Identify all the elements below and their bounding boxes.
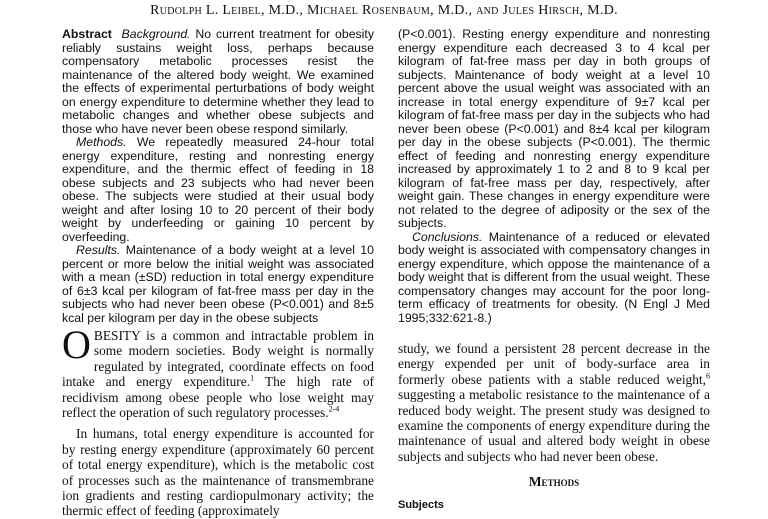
results-continued: (P<0.001). Resting energy expenditure and nonresting energy expenditure each decreased 3 to 4 kcal per kilogram of fat-free mass per day in both groups of subjects. Maintenance of body weight at a level 10 percent above the usual weight was associated with an increase in total energy expenditure of 9±7 kcal per kilogram of fat-free mass per day in the subjects who had never been obese (P<0.001) and 8±4 kcal per kilogram per day in the obese subjects (P<0.001). The thermic effect of feeding and nonresting energy expenditure increased by approximately 1 to 2 and 8 to 9 kcal per kilogram of fat-free mass per day, respectively, after weight gain. These changes in energy expenditure were not related to the degree of adiposity or the sex of the subjects. (398, 27, 710, 230)
second-paragraph: In humans, total energy expenditure is accounted for by resting energy expenditure (approximately 60 percent of total energy expenditure), which is the metabolic cost of processes such as the maintenance of transmembrane ion gradients and resting cardiopulmonary activity; the thermic effect of feeding (approximately (62, 426, 374, 519)
methods-section-heading: Methods (528, 474, 580, 490)
ref-6: 6 (706, 371, 710, 381)
abstract-background (62, 28, 374, 136)
methods-text: We repeatedly measured 24-hour total energy expenditure, resting and nonresting energy expenditure, and the thermic effect of feeding in 18 obese subjects and 23 subjects who had never been obese. The subjects were studied at their usual body weight and after losing 10 to 20 percent of their body weight by underfeeding or gaining 10 percent by overfeeding. (62, 135, 375, 244)
background-text: No current treatment for obesity reliably sustains weight loss, perhaps because compensatory metabolic processes resist the maintenance of the altered body weight. We examined the effects of experimental perturbations of body weight on energy expenditure to determine whether they lead to metabolic changes and whether obese subjects and those who have never been obese respond similarly. (62, 27, 374, 136)
drop-cap: O (62, 322, 91, 367)
abstract-right (398, 28, 710, 325)
right-text-b: suggesting a metabolic resistance to the maintenance of a reduced body weight. The present study was designed to examine the components of energy expenditure during the maintenance of usual and altered body weight in obese subjects and subjects who had never been obese. (398, 387, 710, 464)
intro-text: is a common and intractable problem in some modern societies. Body weight is normally regulated by integrated, coordinate effects on food intake and energy expenditure. (62, 328, 374, 390)
left-column (62, 28, 374, 519)
background-label: Background. (121, 27, 191, 41)
ref-1: 1 (250, 373, 255, 383)
right-text-a: study, we found a persistent 28 percent decrease in the energy expended per unit of body-surface area in formerly obese patients with a stable reduced weight, (398, 341, 710, 387)
conclusions-text: Maintenance of a reduced or elevated body weight is associated with compensatory changes in energy expenditure, which oppose the maintenance of a body weight that is different from the usual weight. These compensatory changes may account for the poor long-term efficacy of treatments for obesity. (N Engl J Med 1995;332:621-8.) (398, 229, 710, 325)
abstract-heading: Abstract (62, 27, 112, 41)
methods-label: Methods. (76, 135, 127, 149)
abstract-results (62, 243, 374, 325)
results-text-part1: Maintenance of a body weight at a level 10 percent or more below the initial weight was associated with a mean (±SD) reduction in total energy expenditure of 6±3 kcal per kilogram of fat-free mass per day in the subjects who had never been obese (P<0.001) and 8±5 kcal per kilogram per day in the obese subjects (62, 243, 374, 325)
ref-2-4: 2-4 (328, 404, 340, 414)
intro-text-2: The high rate of recidivism among obese people who lose weight may reflect the operation of such regulatory processes. (62, 374, 375, 421)
intro-smallcaps: BESITY (93, 328, 141, 343)
body-left (62, 322, 375, 519)
right-column (398, 28, 710, 513)
abstract-methods (62, 136, 374, 244)
author-line: Rudolph L. Leibel, M.D., Michael Rosenbaum, M.D., and Jules Hirsch, M.D. (150, 3, 618, 18)
results-label: Results. (76, 243, 121, 257)
abstract-left (62, 27, 375, 325)
conclusions-label: Conclusions. (412, 229, 483, 244)
subjects-subheading: Subjects (398, 498, 444, 511)
right-paragraph (398, 341, 710, 464)
body-right (398, 341, 710, 513)
abstract-conclusions (398, 231, 710, 326)
intro-paragraph (62, 322, 375, 421)
